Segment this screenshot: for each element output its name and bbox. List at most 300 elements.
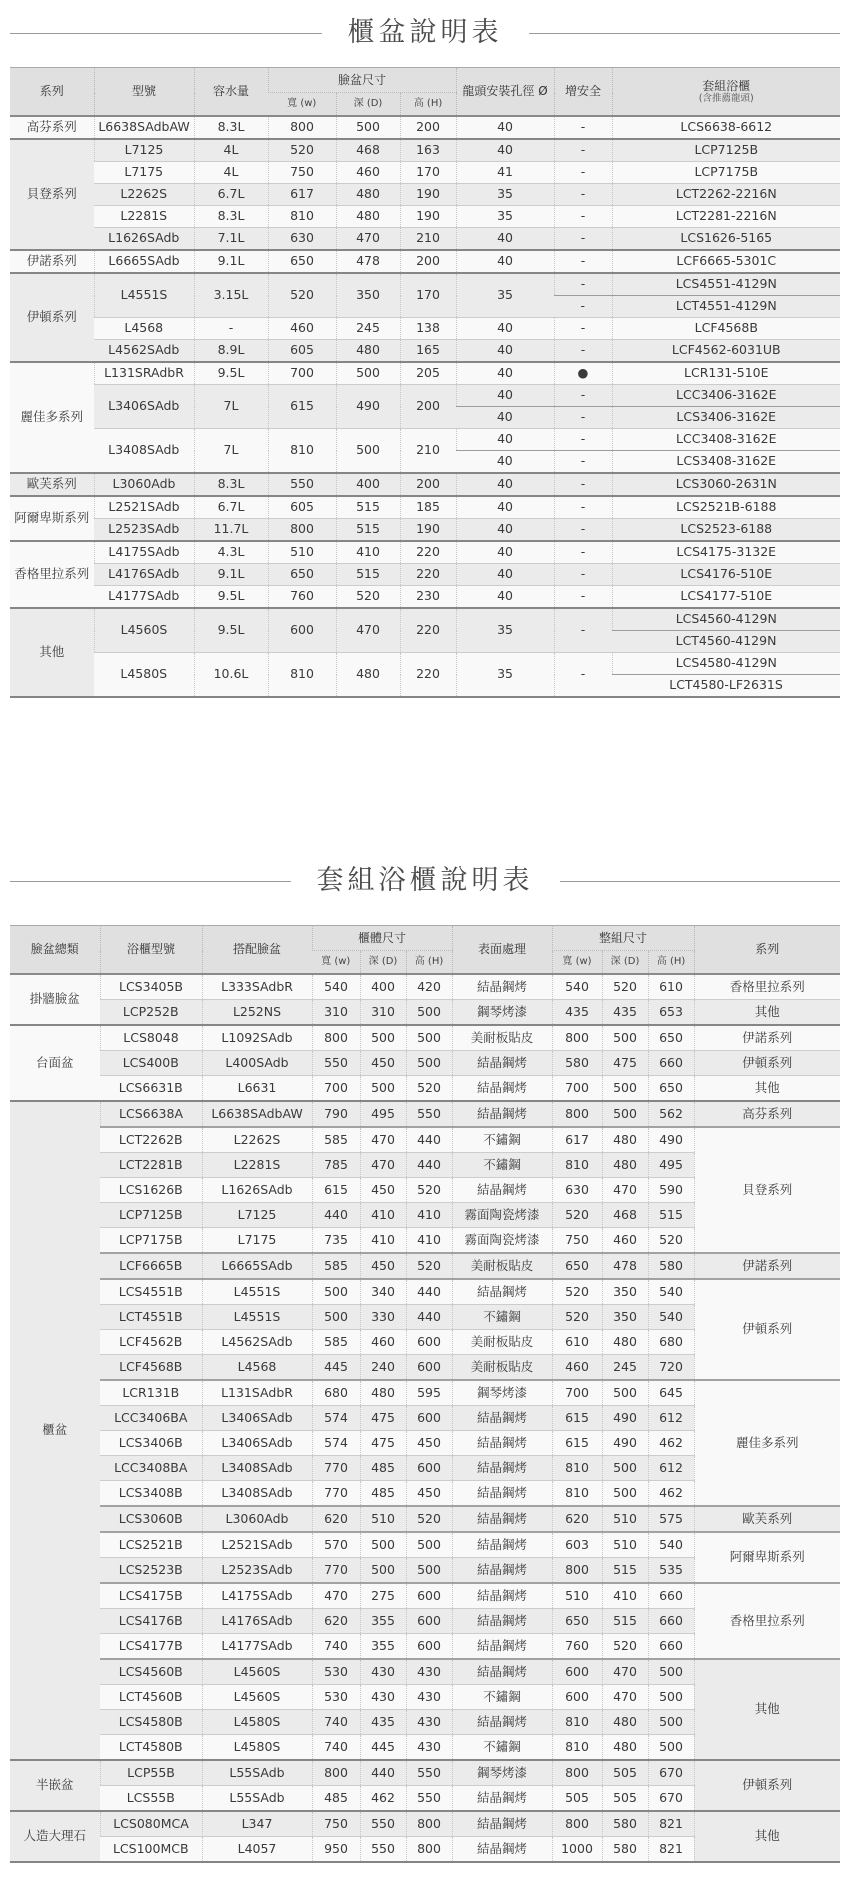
cell: 500 (360, 1025, 406, 1051)
cell: 500 (360, 1076, 406, 1102)
cell: 440 (406, 1127, 452, 1153)
cell: L2521SAdb (94, 496, 194, 519)
title-line-right (560, 881, 841, 882)
cell: 220 (400, 608, 456, 653)
cell: 520 (648, 1228, 694, 1254)
cabinet-set-spec-table (10, 925, 840, 1863)
table-row (10, 564, 840, 586)
cell: - (554, 116, 612, 139)
cell: L4562SAdb (94, 340, 194, 363)
cell: LCR131B (100, 1380, 202, 1406)
cell: - (554, 228, 612, 251)
cell: 810 (268, 653, 336, 698)
cell: 540 (648, 1532, 694, 1558)
cell: 600 (406, 1583, 452, 1609)
cell: 40 (456, 451, 554, 474)
cell: 9.5L (194, 586, 268, 609)
cell: 490 (602, 1406, 648, 1431)
cell: 美耐板貼皮 (452, 1253, 552, 1279)
cell: 570 (312, 1532, 360, 1558)
cell: - (554, 407, 612, 429)
cell: 810 (552, 1153, 602, 1178)
cell: 麗佳多系列 (694, 1380, 840, 1506)
cell: L7175 (94, 162, 194, 184)
cell: 11.7L (194, 519, 268, 542)
cell: 585 (312, 1330, 360, 1355)
cell: L1092SAdb (202, 1025, 312, 1051)
cell: 其他 (694, 1000, 840, 1026)
table-row (10, 519, 840, 542)
cell: 500 (648, 1659, 694, 1685)
cell: 580 (552, 1051, 602, 1076)
cell: L6665SAdb (202, 1253, 312, 1279)
cell: 結晶鋼烤 (452, 1506, 552, 1532)
cell: L2523SAdb (94, 519, 194, 542)
cell: 615 (268, 385, 336, 429)
cell: 617 (268, 184, 336, 206)
cell: LCT2281-2216N (612, 206, 840, 228)
cell: 350 (336, 273, 400, 318)
table-row (10, 1076, 840, 1102)
cell: 40 (456, 473, 554, 496)
cell: 800 (406, 1837, 452, 1863)
cell: 貝登系列 (10, 139, 94, 250)
cell: 450 (406, 1481, 452, 1507)
cell: 鋼琴烤漆 (452, 1380, 552, 1406)
table-row (10, 250, 840, 273)
table-row (10, 162, 840, 184)
cell: - (554, 608, 612, 653)
cell: - (554, 451, 612, 474)
cell: 200 (400, 473, 456, 496)
cell: 7L (194, 429, 268, 474)
column-header: 臉盆總類 (10, 926, 100, 975)
cell: LCC3408-3162E (612, 429, 840, 451)
cell: 600 (406, 1406, 452, 1431)
cell: 35 (456, 184, 554, 206)
cell: 40 (456, 496, 554, 519)
cell: 620 (552, 1506, 602, 1532)
cell: 810 (268, 206, 336, 228)
cell: 515 (336, 564, 400, 586)
cell: 580 (602, 1837, 648, 1863)
cell: 480 (602, 1735, 648, 1761)
cell: LCS6638-6612 (612, 116, 840, 139)
cell: LCT4551B (100, 1305, 202, 1330)
cell: 450 (360, 1051, 406, 1076)
cell: L333SAdbR (202, 974, 312, 1000)
cell: L4177SAdb (202, 1634, 312, 1660)
cell: 伊頓系列 (694, 1760, 840, 1811)
cell: 540 (648, 1305, 694, 1330)
cell: 340 (360, 1279, 406, 1305)
cell: 520 (268, 273, 336, 318)
cell: LCS3408B (100, 1481, 202, 1507)
cell: LCS3408-3162E (612, 451, 840, 474)
cell: 6.7L (194, 496, 268, 519)
table-row (10, 273, 840, 296)
cell: 伊頓系列 (10, 273, 94, 362)
cell: 結晶鋼烤 (452, 1279, 552, 1305)
table-row (10, 1583, 840, 1609)
cell: 540 (312, 974, 360, 1000)
column-header: 寬 (w) (552, 951, 602, 975)
cell: 350 (602, 1279, 648, 1305)
cell: 40 (456, 318, 554, 340)
cell: 35 (456, 608, 554, 653)
cell: 40 (456, 429, 554, 451)
cell: 750 (268, 162, 336, 184)
cell: 結晶鋼烤 (452, 1456, 552, 1481)
cell: 伊頓系列 (694, 1051, 840, 1076)
cell: LCS4175B (100, 1583, 202, 1609)
cell: 475 (360, 1431, 406, 1456)
cell: 590 (648, 1178, 694, 1203)
cell: 不鏽鋼 (452, 1305, 552, 1330)
cell: 210 (400, 228, 456, 251)
cell: 490 (336, 385, 400, 429)
cell: L4568 (202, 1355, 312, 1381)
cell: 550 (406, 1760, 452, 1786)
cell: LCS3405B (100, 974, 202, 1000)
cell: - (554, 473, 612, 496)
cell: 490 (648, 1127, 694, 1153)
cell: 35 (456, 206, 554, 228)
cell: 600 (406, 1456, 452, 1481)
cell: 600 (406, 1355, 452, 1381)
cell: 680 (648, 1330, 694, 1355)
cell: 170 (400, 273, 456, 318)
cell: L2262S (202, 1127, 312, 1153)
cell: 720 (648, 1355, 694, 1381)
cell: 245 (602, 1355, 648, 1381)
set-table-body (10, 974, 840, 1862)
cell: 460 (336, 162, 400, 184)
cell: 410 (360, 1203, 406, 1228)
cell: 8.3L (194, 473, 268, 496)
set-table-title-row (10, 864, 840, 898)
cell: 650 (552, 1609, 602, 1634)
cell: 515 (648, 1203, 694, 1228)
cell: 阿爾卑斯系列 (10, 496, 94, 541)
cell: 650 (552, 1253, 602, 1279)
cell: 515 (602, 1558, 648, 1584)
cell: - (554, 496, 612, 519)
cell: - (554, 564, 612, 586)
cell: - (554, 519, 612, 542)
cell: 結晶鋼烤 (452, 1076, 552, 1102)
cell: 470 (602, 1659, 648, 1685)
cell: 8.9L (194, 340, 268, 363)
cell: - (554, 340, 612, 363)
cell: 結晶鋼烤 (452, 1786, 552, 1812)
cell: - (554, 541, 612, 564)
cell: 不鏽鋼 (452, 1735, 552, 1761)
cell: 650 (268, 250, 336, 273)
cell: LCF4568B (100, 1355, 202, 1381)
cell: 500 (312, 1279, 360, 1305)
cell: 400 (360, 974, 406, 1000)
cell: 40 (456, 519, 554, 542)
cell: 410 (360, 1228, 406, 1254)
cell: 結晶鋼烤 (452, 1532, 552, 1558)
cell: - (554, 139, 612, 162)
cell: 462 (648, 1481, 694, 1507)
cell: LCS3406B (100, 1431, 202, 1456)
cell: LCS8048 (100, 1025, 202, 1051)
cell: L2262S (94, 184, 194, 206)
column-header: 高 (H) (400, 93, 456, 117)
cell: 500 (602, 1101, 648, 1127)
cell: 3.15L (194, 273, 268, 318)
cell: 605 (268, 340, 336, 363)
cell: L4176SAdb (202, 1609, 312, 1634)
cell: L4568 (94, 318, 194, 340)
cell: 500 (312, 1305, 360, 1330)
cell: 950 (312, 1837, 360, 1863)
cell: 580 (602, 1811, 648, 1837)
cell: 205 (400, 362, 456, 385)
table-row (10, 340, 840, 363)
cell: 700 (552, 1076, 602, 1102)
cell: 480 (336, 184, 400, 206)
cell: 170 (400, 162, 456, 184)
cell: 630 (552, 1178, 602, 1203)
table-row (10, 1000, 840, 1026)
cell: 660 (648, 1583, 694, 1609)
cell: 800 (552, 1558, 602, 1584)
cell: 740 (312, 1710, 360, 1735)
column-header: 龍頭安裝孔徑 Ø (456, 68, 554, 117)
cell: L4580S (202, 1735, 312, 1761)
cell: LCS1626B (100, 1178, 202, 1203)
column-header: 增安全 (554, 68, 612, 117)
cell: - (554, 385, 612, 407)
cell: LCF4562B (100, 1330, 202, 1355)
cell: 700 (312, 1076, 360, 1102)
cell: 掛牆臉盆 (29, 991, 80, 1007)
cell: LCF6665B (100, 1253, 202, 1279)
cell: 540 (552, 974, 602, 1000)
cell: 615 (312, 1178, 360, 1203)
cell: 美耐板貼皮 (452, 1025, 552, 1051)
cell: 7.1L (194, 228, 268, 251)
cell: 550 (360, 1837, 406, 1863)
cell: 人造大理石 (10, 1811, 100, 1862)
cell: 620 (312, 1506, 360, 1532)
cell: 355 (360, 1634, 406, 1660)
cell: 445 (312, 1355, 360, 1381)
cell: 575 (648, 1506, 694, 1532)
table-row (10, 206, 840, 228)
cell: L4580S (202, 1710, 312, 1735)
cell: 430 (406, 1735, 452, 1761)
table-row (10, 1659, 840, 1685)
cell: 其他 (694, 1811, 840, 1862)
cell: 505 (552, 1786, 602, 1812)
cell: 4L (194, 162, 268, 184)
cell: 821 (648, 1837, 694, 1863)
cell: 515 (336, 496, 400, 519)
cell: L3060Adb (202, 1506, 312, 1532)
table-row (10, 362, 840, 385)
cell: 歐芙系列 (10, 473, 94, 496)
table-row (10, 1127, 840, 1153)
cell: L3408SAdb (202, 1481, 312, 1507)
cell: 574 (312, 1406, 360, 1431)
table-row (10, 1506, 840, 1532)
cell: - (554, 184, 612, 206)
cell: 475 (602, 1051, 648, 1076)
cell: 結晶鋼烤 (452, 1431, 552, 1456)
cell: 440 (406, 1279, 452, 1305)
cell: 190 (400, 206, 456, 228)
cell: L7175 (202, 1228, 312, 1254)
table-row (10, 541, 840, 564)
cell: 40 (456, 541, 554, 564)
cell: 550 (268, 473, 336, 496)
cell: 450 (406, 1431, 452, 1456)
cell: LCS2521B-6188 (612, 496, 840, 519)
cell: 430 (406, 1659, 452, 1685)
cell: 700 (552, 1380, 602, 1406)
cell: 7L (194, 385, 268, 429)
cell: 468 (336, 139, 400, 162)
cell: L131SAdbR (202, 1380, 312, 1406)
cell: - (554, 250, 612, 273)
cell: 653 (648, 1000, 694, 1026)
cell: 結晶鋼烤 (452, 1481, 552, 1507)
table-row (10, 1532, 840, 1558)
cell: LCT4580-LF2631S (612, 675, 840, 698)
cell: 其他 (694, 1076, 840, 1102)
cell: 617 (552, 1127, 602, 1153)
cell: LCS3060-2631N (612, 473, 840, 496)
cell: 歐芙系列 (694, 1506, 840, 1532)
cell: 800 (552, 1025, 602, 1051)
title-line-left (10, 881, 291, 882)
cell: LCF4562-6031UB (612, 340, 840, 363)
cell: 240 (360, 1355, 406, 1381)
cell: 520 (406, 1253, 452, 1279)
cell: 760 (268, 586, 336, 609)
cell: - (554, 296, 612, 318)
cell: 510 (360, 1506, 406, 1532)
cell: L3408SAdb (202, 1456, 312, 1481)
cell: 500 (336, 116, 400, 139)
cell: 520 (406, 1506, 452, 1532)
cell: LCT2281B (100, 1153, 202, 1178)
cell: 貝登系列 (694, 1127, 840, 1253)
cell: 霧面陶瓷烤漆 (452, 1228, 552, 1254)
cell: - (554, 162, 612, 184)
cell: 600 (406, 1330, 452, 1355)
cell: 500 (336, 362, 400, 385)
cell: 美耐板貼皮 (452, 1355, 552, 1381)
cell: 670 (648, 1760, 694, 1786)
cell: LCP7125B (100, 1203, 202, 1228)
cell: 615 (552, 1431, 602, 1456)
cell: 550 (406, 1786, 452, 1812)
cell: L2521SAdb (202, 1532, 312, 1558)
cell: 680 (312, 1380, 360, 1406)
cell: 460 (602, 1228, 648, 1254)
cell: 結晶鋼烤 (452, 1178, 552, 1203)
cell: 245 (336, 318, 400, 340)
column-header: 容水量 (194, 68, 268, 117)
cell: - (554, 273, 612, 296)
cell: 430 (360, 1659, 406, 1685)
cell: L2281S (94, 206, 194, 228)
cell: LCC3408BA (100, 1456, 202, 1481)
cell: - (554, 586, 612, 609)
cell: 600 (406, 1634, 452, 1660)
cell: LCT4560B (100, 1685, 202, 1710)
cell: 200 (400, 385, 456, 429)
cell: 310 (360, 1000, 406, 1026)
cell: - (194, 318, 268, 340)
cell: L7125 (94, 139, 194, 162)
basin-spec-table (10, 67, 840, 698)
cell: LCS4551-4129N (612, 273, 840, 296)
cell: LCS6638A (100, 1101, 202, 1127)
cell: LCS55B (100, 1786, 202, 1812)
cell: 6.7L (194, 184, 268, 206)
cell: - (554, 318, 612, 340)
cell: 790 (312, 1101, 360, 1127)
cell: 結晶鋼烤 (452, 1634, 552, 1660)
table-row (10, 1051, 840, 1076)
cell: 520 (406, 1178, 452, 1203)
cell: 770 (312, 1558, 360, 1584)
cell: 結晶鋼烤 (452, 1101, 552, 1127)
cell: 200 (400, 250, 456, 273)
cell: LCS080MCA (100, 1811, 202, 1837)
cell: 其他 (694, 1659, 840, 1760)
basin-table-header (10, 68, 840, 117)
cell: L4580S (94, 653, 194, 698)
column-header: 高 (H) (648, 951, 694, 975)
cell: 500 (406, 1558, 452, 1584)
cell: 香格里拉系列 (694, 1583, 840, 1659)
column-header: 臉盆尺寸 (268, 68, 456, 93)
cell: LCS4177B (100, 1634, 202, 1660)
cell: 440 (406, 1153, 452, 1178)
cell: 結晶鋼烤 (452, 1609, 552, 1634)
cell: 485 (360, 1481, 406, 1507)
cell: L4176SAdb (94, 564, 194, 586)
column-header: 型號 (94, 68, 194, 117)
cell: 410 (602, 1583, 648, 1609)
cell: 478 (336, 250, 400, 273)
cell: 500 (336, 429, 400, 474)
cell: 760 (552, 1634, 602, 1660)
cell: L2281S (202, 1153, 312, 1178)
cell: 480 (360, 1380, 406, 1406)
cell: 585 (312, 1253, 360, 1279)
cell: 410 (336, 541, 400, 564)
cell: 460 (268, 318, 336, 340)
cell: 不鏽鋼 (452, 1153, 552, 1178)
cell: 650 (648, 1076, 694, 1102)
cell: 595 (406, 1380, 452, 1406)
cell: 鋼琴烤漆 (452, 1000, 552, 1026)
table-row (10, 1760, 840, 1786)
cell: L55SAdb (202, 1786, 312, 1812)
table-row (10, 385, 840, 407)
cell: 600 (268, 608, 336, 653)
cell: 不鏽鋼 (452, 1685, 552, 1710)
